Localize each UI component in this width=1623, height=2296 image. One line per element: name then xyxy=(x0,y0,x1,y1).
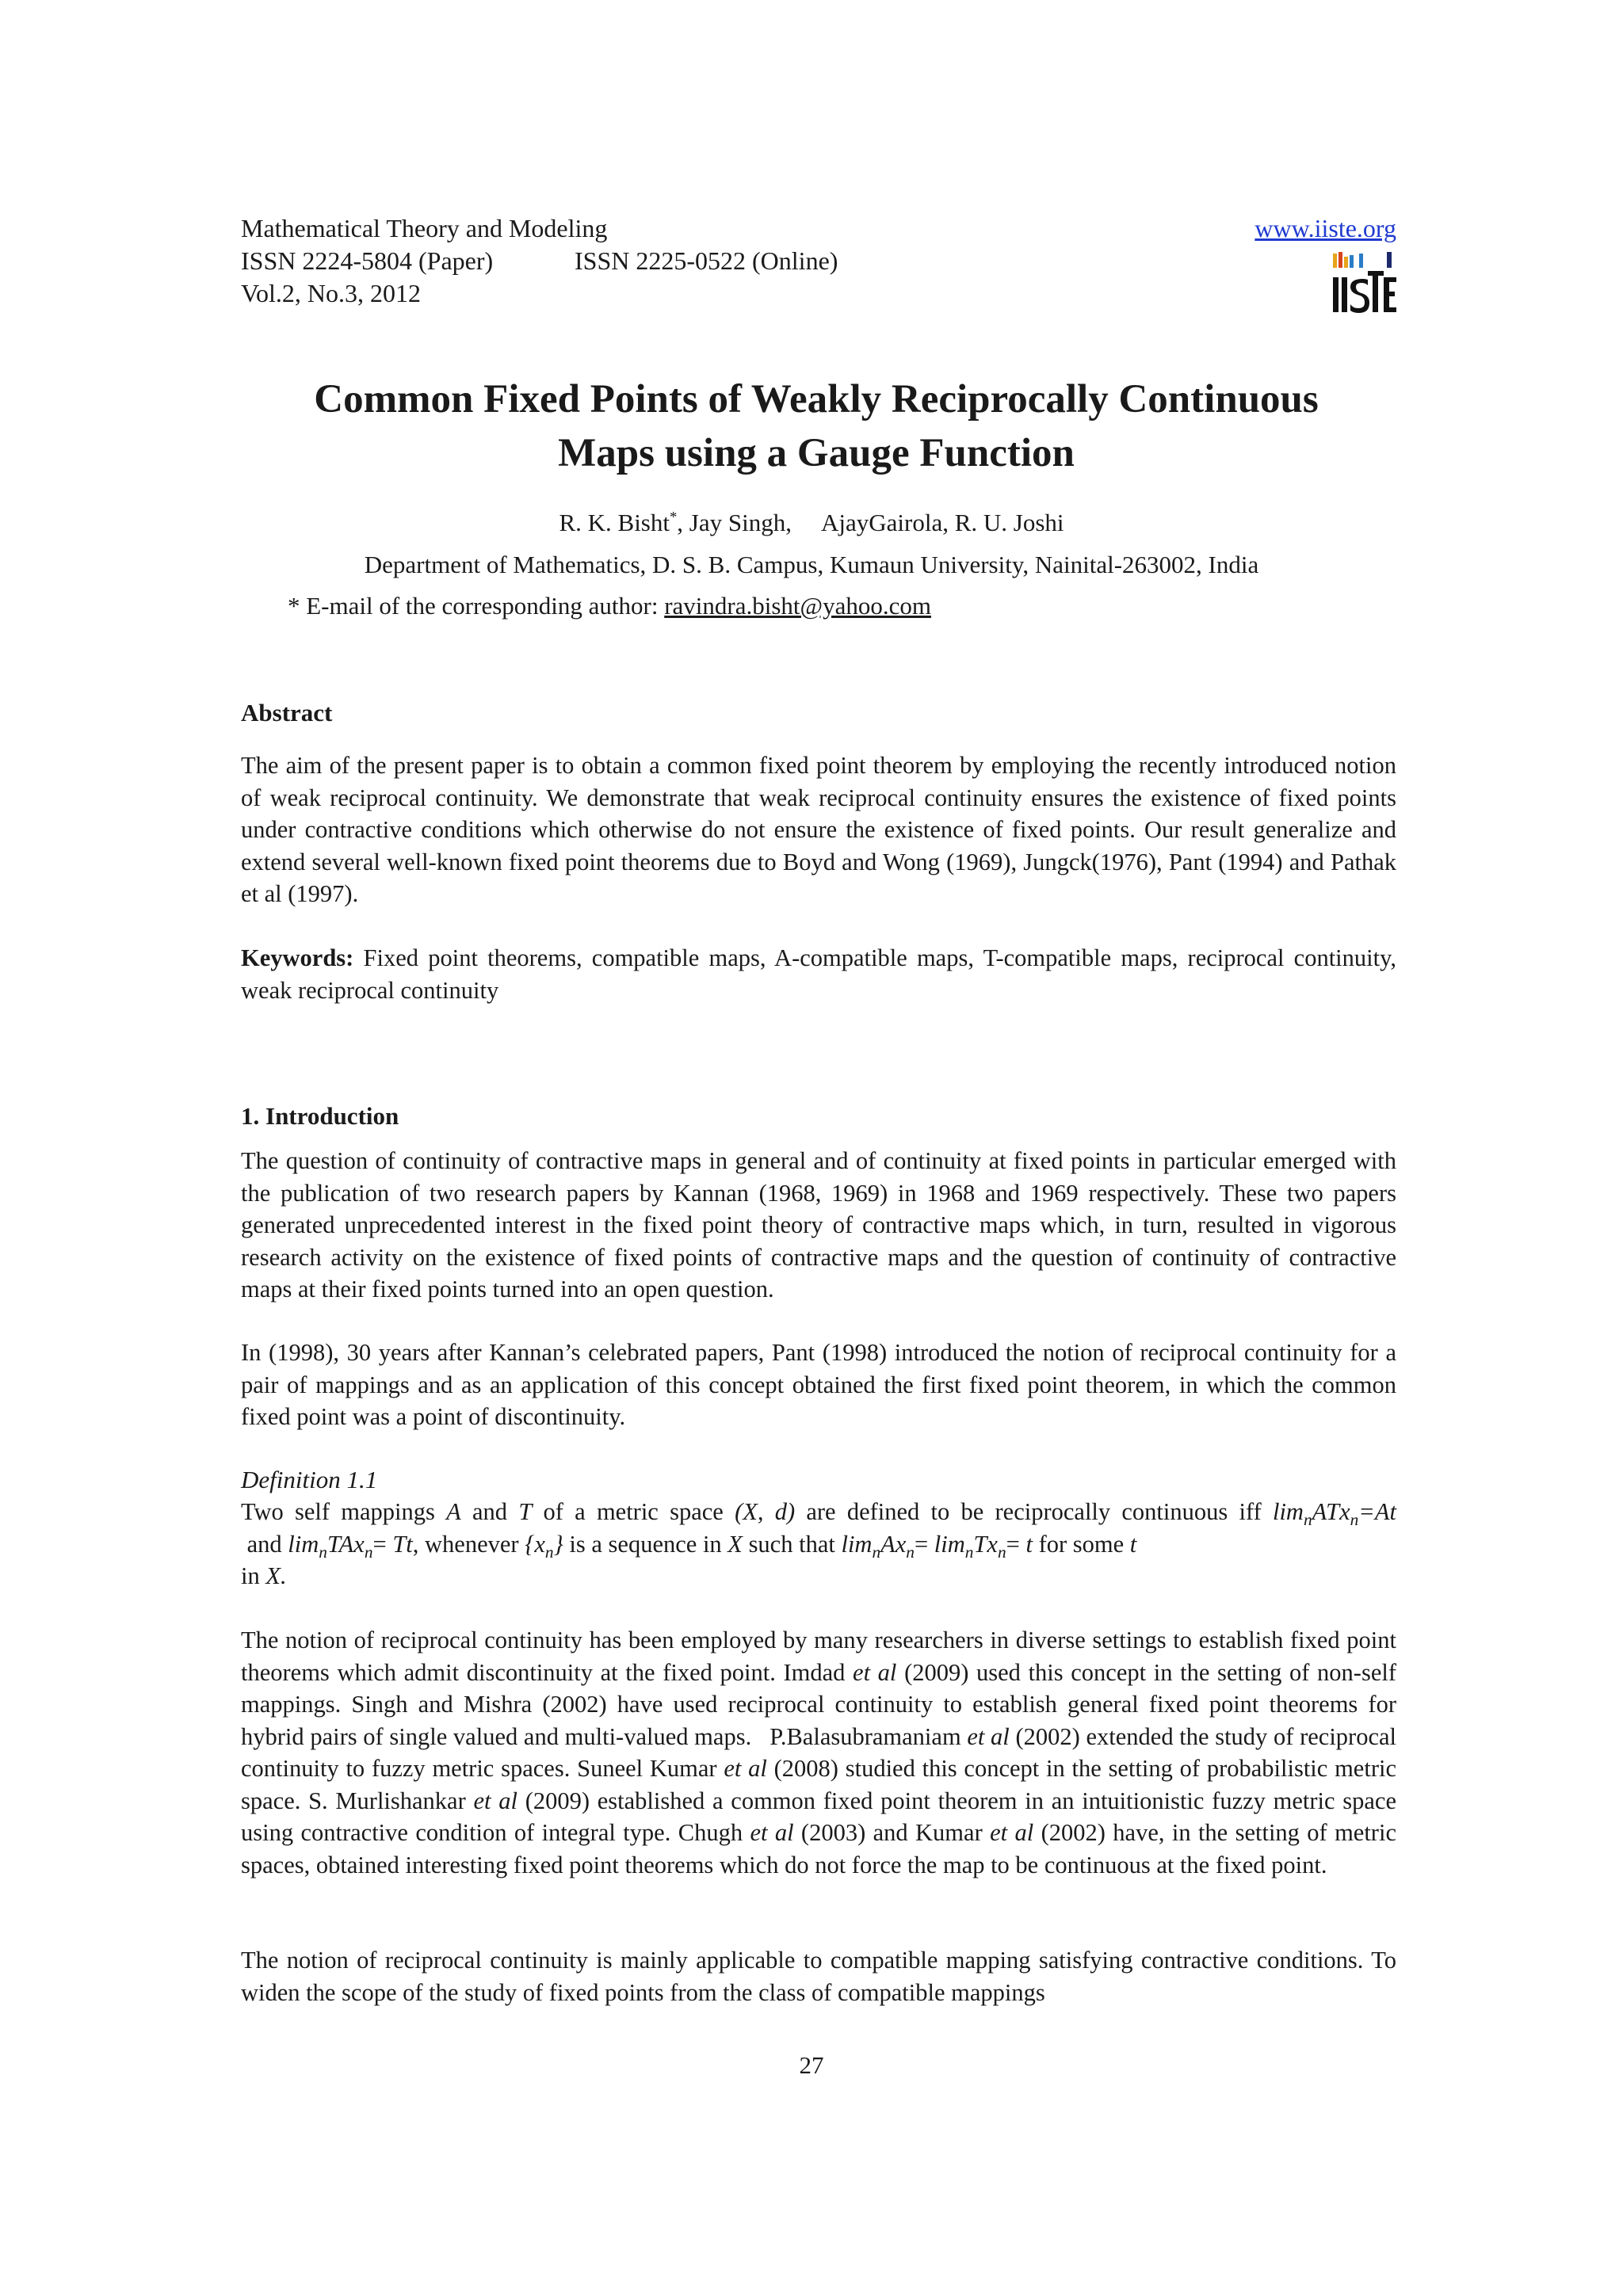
iiste-logo xyxy=(1331,250,1398,315)
other-authors: , Jay Singh, AjayGairola, R. U. Joshi xyxy=(677,509,1064,536)
definition-title: Definition 1.1 xyxy=(241,1466,378,1493)
corresponding-author xyxy=(288,590,931,622)
title-line-1: Common Fixed Points of Weakly Reciprocally Continuous xyxy=(314,377,1319,421)
intro-paragraph-3: The notion of reciprocal continuity has been employed by many researchers in diverse settings to establish fixed point theorems which admit discontinuity at the fixed point. Imdad et al (2009) used this concept in the setting of non-self mappings. Singh and Mishra (2002) have used reciprocal continuity to establish general fixed point theorems for hybrid pairs of single valued and multi-valued maps. P.Balasubramaniam et al (2002) extended the study of reciprocal continuity to fuzzy metric spaces. Suneel Kumar et al (2008) studied this concept in the setting of probabilistic metric space. S. Murlishankar et al (2009) established a common fixed point theorem in an intuitionistic fuzzy metric space using contractive condition of integral type. Chugh et al (2003) and Kumar et al (2002) have, in the setting of metric spaces, obtained interesting fixed point theorems which do not force the map to be continuous at the fixed point. xyxy=(241,1627,1403,1878)
authors xyxy=(0,507,1623,539)
keywords-label: Keywords: xyxy=(241,944,354,971)
affiliation: Department of Mathematics, D. S. B. Campus, Kumaun University, Nainital-263002, India xyxy=(364,551,1259,578)
keywords-text: Fixed point theorems, compatible maps, A-compatible maps, T-compatible maps, reciprocal continuity, weak reciprocal continuity xyxy=(241,944,1396,1004)
author-1: R. K. Bisht xyxy=(559,509,670,536)
journal-name: Mathematical Theory and Modeling xyxy=(241,214,608,242)
issn-paper: ISSN 2224-5804 (Paper) xyxy=(241,246,494,275)
corresponding-email-link[interactable]: ravindra.bisht@yahoo.com xyxy=(664,592,931,620)
corresponding-label: * E-mail of the corresponding author: xyxy=(288,592,665,620)
journal-website-link[interactable]: www.iiste.org xyxy=(1254,214,1396,242)
abstract-text: The aim of the present paper is to obtain a common fixed point theorem by employing the recently introduced notion of weak reciprocal continuity. We demonstrate that weak reciprocal continuity ensures the existence of fixed points under contractive conditions which otherwise do not ensure the existence of fixed points. Our result generalize and extend several well-known fixed point theorems due to Boyd and Wong (1969), Jungck(1976), Pant (1994) and Pathak et al (1997). xyxy=(241,752,1396,907)
paper-title xyxy=(198,372,1434,480)
title-line-2: Maps using a Gauge Function xyxy=(558,431,1075,475)
intro-paragraph-2: In (1998), 30 years after Kannan’s celebrated papers, Pant (1998) introduced the notion of reciprocal continuity for a pair of mappings and as an application of this concept obtained the first fixed point theorem, in which the common fixed point was a point of discontinuity. xyxy=(241,1339,1396,1430)
definition-text: Two self mappings A and T of a metric space (X, d) are defined to be reciprocally continuous iff $\lim_nATx_n=At$ and $\lim_nTAx_n= Tt$, whenever $\{x_n\}$ is a sequence in X such that $\lim_nAx_n= \lim_nTx_n= t$ for some t in X. xyxy=(241,1498,1396,1589)
abstract-heading: Abstract xyxy=(241,699,333,727)
volume-info: Vol.2, No.3, 2012 xyxy=(241,279,421,307)
intro-paragraph-4: The notion of reciprocal continuity is mainly applicable to compatible mapping satisfying contractive conditions. To widen the scope of the study of fixed points from the class of compatible mappings xyxy=(241,1947,1396,2006)
page-number: 27 xyxy=(799,2051,824,2079)
introduction-heading: 1. Introduction xyxy=(241,1102,399,1130)
issn-online: ISSN 2225-0522 (Online) xyxy=(575,246,838,275)
corresponding-mark: * xyxy=(669,509,678,526)
keywords xyxy=(241,942,1396,1006)
intro-paragraph-1: The question of continuity of contractive maps in general and of continuity at fixed points in particular emerged with the publication of two research papers by Kannan (1968, 1969) in 1968 and 1969 respectively. These two papers generated unprecedented interest in the fixed point theory of contractive maps which, in turn, resulted in vigorous research activity on the existence of fixed points of contractive maps and the question of continuity of contractive maps at their fixed points turned into an open question. xyxy=(241,1147,1396,1302)
